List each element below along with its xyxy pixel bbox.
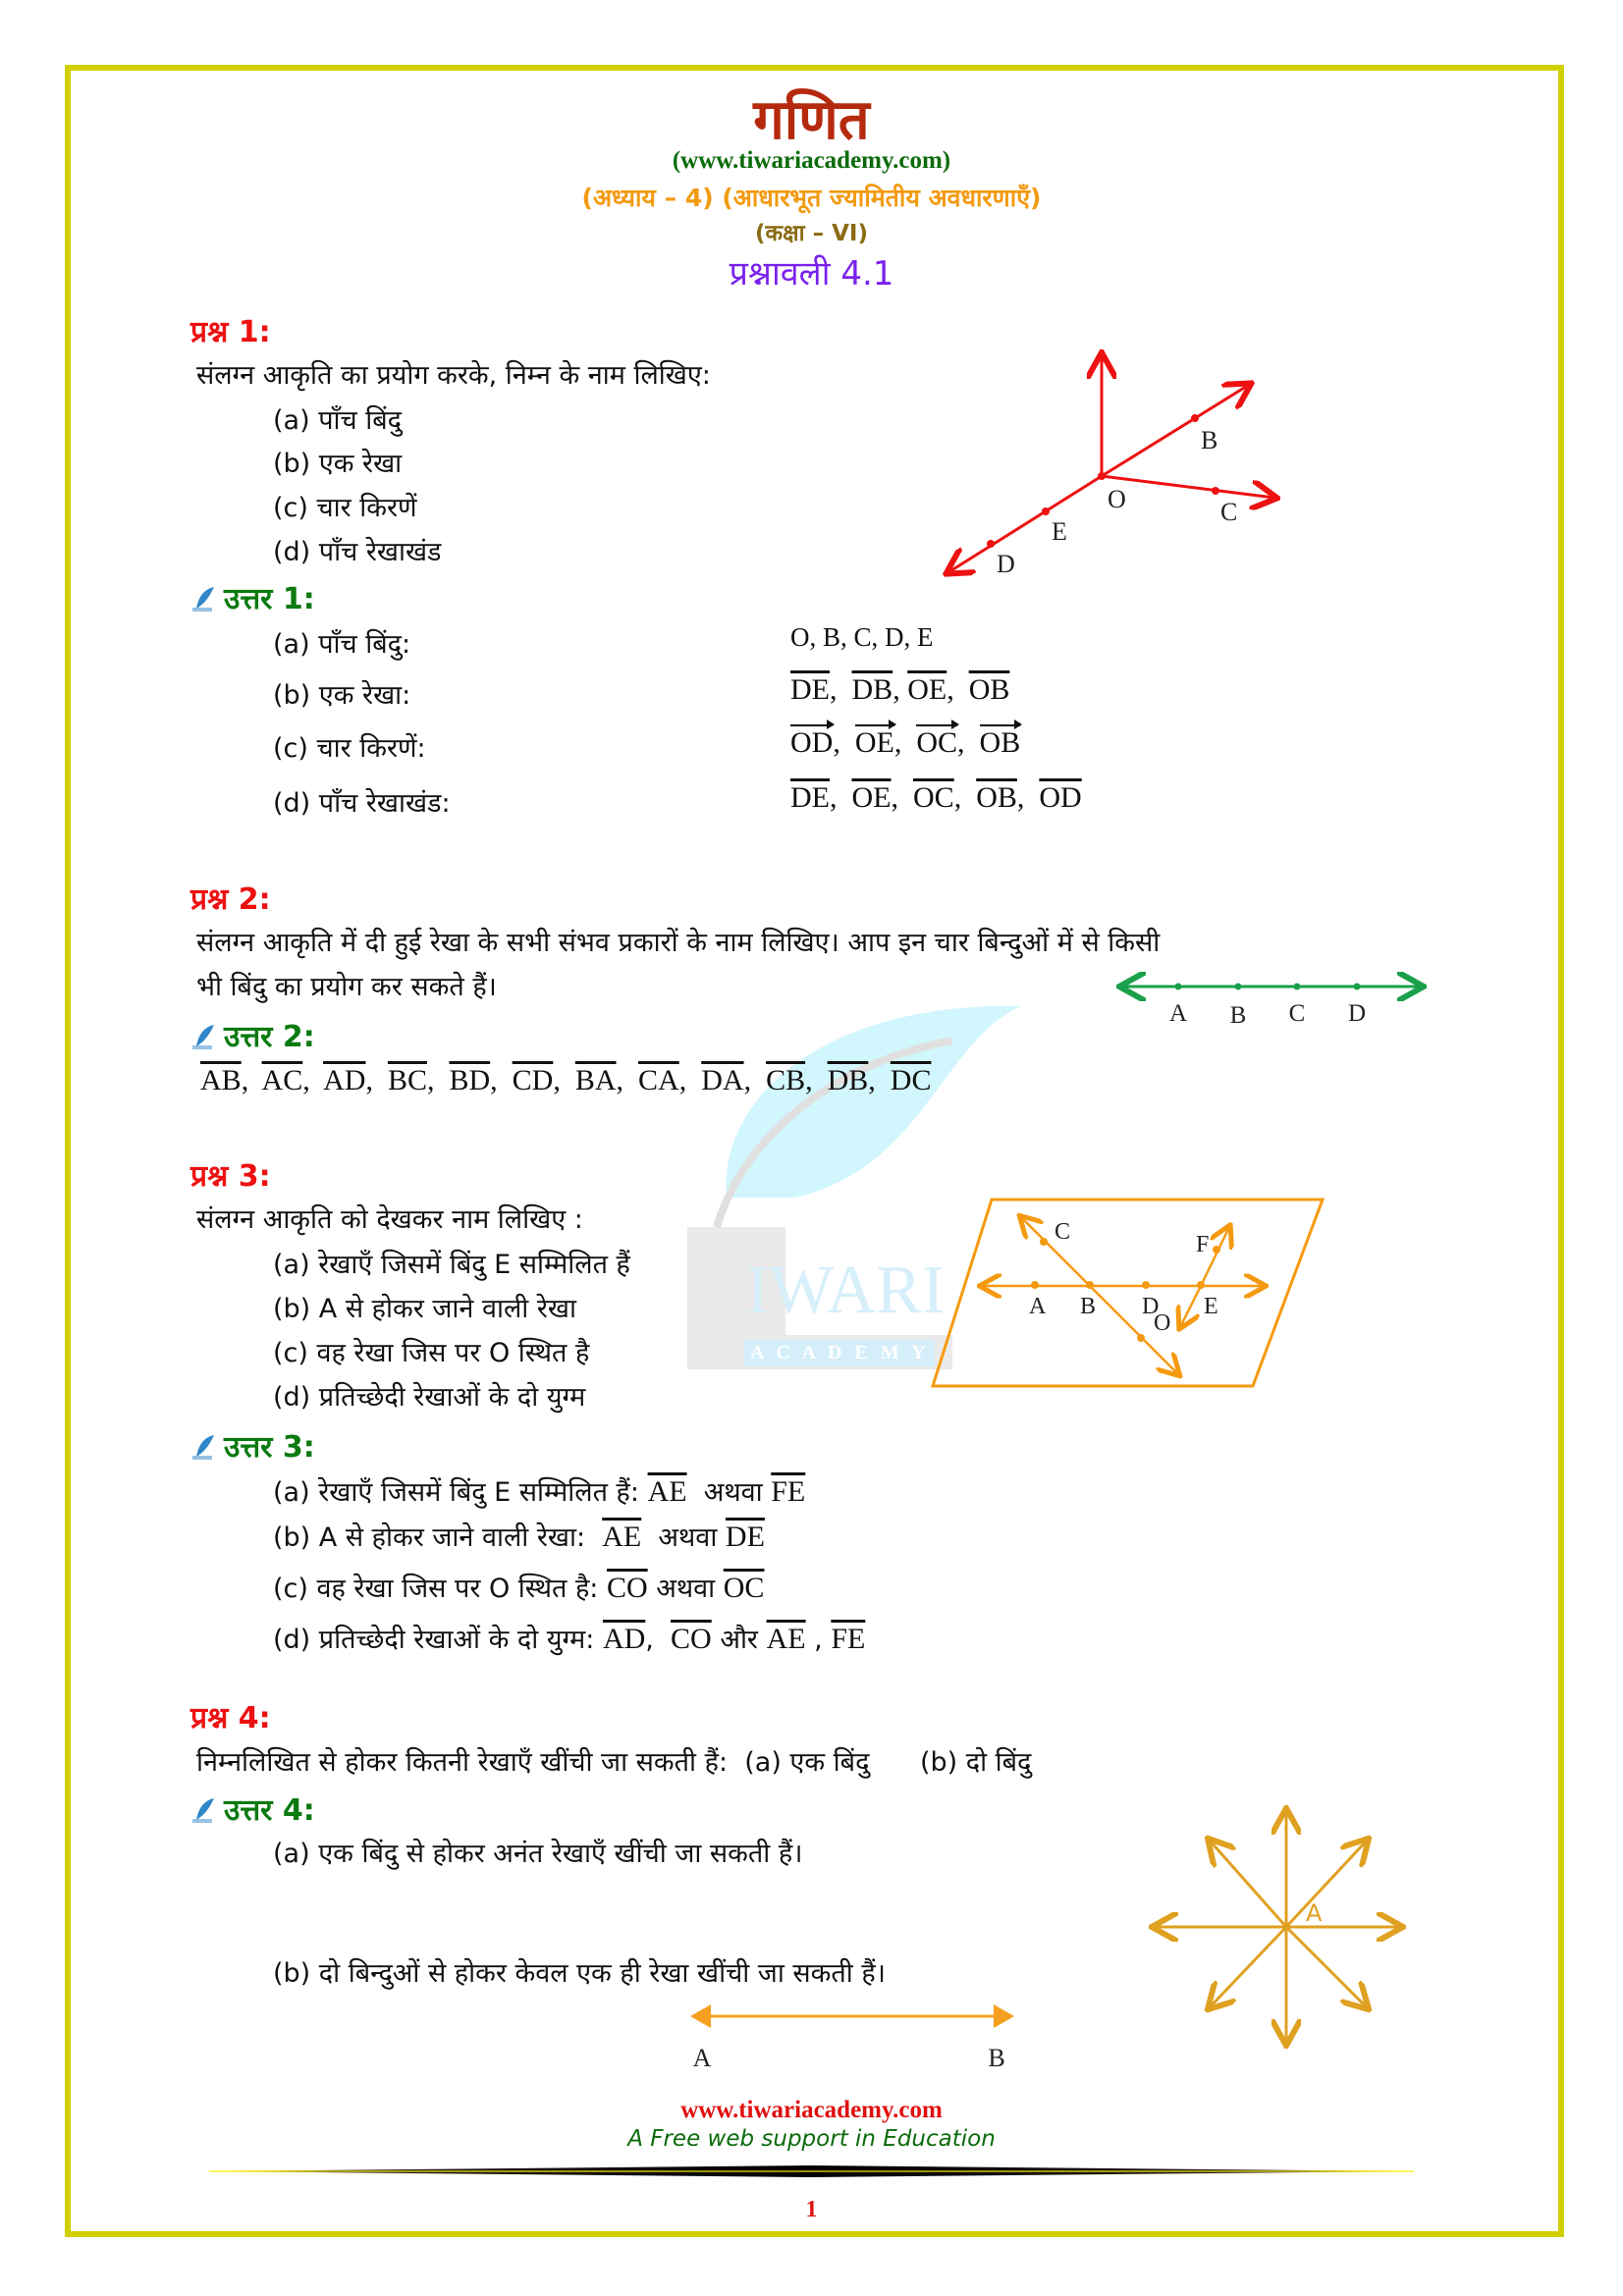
question-1-item-d: (d) पाँच रेखाखंड <box>273 537 442 567</box>
question-2-text-line1: संलग्न आकृति में दी हुई रेखा के सभी संभव प्रकारों के नाम लिखिए। आप इन चार बिन्दुओं में से किसी <box>196 928 1161 958</box>
svg-text:E: E <box>1204 1294 1218 1319</box>
svg-text:B: B <box>1201 426 1218 454</box>
question-3-heading: प्रश्न 3: <box>190 1159 271 1194</box>
svg-text:C: C <box>1220 498 1238 526</box>
page-number: 1 <box>805 2197 818 2222</box>
answer-1-value-a: O, B, C, D, E <box>790 622 934 652</box>
footer-website[interactable]: www.tiwariacademy.com <box>680 2097 943 2123</box>
watermark-text: IWARI <box>746 1253 946 1328</box>
svg-text:A: A <box>1306 1899 1323 1927</box>
class-label: (कक्षा – VI) <box>754 221 868 246</box>
watermark-subtext: A C A D E M Y <box>744 1340 935 1366</box>
svg-text:C: C <box>1288 1000 1306 1027</box>
svg-text:B: B <box>988 2044 1005 2072</box>
footer-divider <box>209 2163 1414 2179</box>
svg-text:D: D <box>997 550 1015 578</box>
answer-3-row-c: (c) वह रेखा जिस पर O स्थित है: $\overline{CO}$ अथवा $\overline{OC}$ <box>273 1572 765 1604</box>
feather-pen-icon <box>192 585 216 613</box>
question-4-text: निम्नलिखित से होकर कितनी रेखाएँ खींची जा सकती हैं: (a) एक बिंदु (b) दो बिंदु <box>196 1747 1032 1778</box>
answer-4-b: (b) दो बिन्दुओं से होकर केवल एक ही रेखा खींची जा सकती हैं। <box>273 1958 886 1989</box>
svg-text:A: A <box>1168 1000 1188 1027</box>
answer-2-heading: उत्तर 2: <box>192 1015 315 1055</box>
question-3-item-a: (a) रेखाएँ जिसमें बिंदु E सम्मिलित हैं <box>273 1250 630 1280</box>
answer-1-label-b: (b) एक रेखा: <box>273 680 411 711</box>
svg-text:A: A <box>692 2044 712 2072</box>
svg-text:D: D <box>1142 1294 1160 1319</box>
question-1-item-c: (c) चार किरणें <box>273 493 417 523</box>
svg-text:A: A <box>1029 1294 1047 1319</box>
question-1-item-a: (a) पाँच बिंदु <box>273 405 402 436</box>
chapter-title: (अध्याय – 4) (आधारभूत ज्यामितीय अवधारणाएँ) <box>581 184 1042 212</box>
figure-a4-star-lines <box>1149 1811 1394 2056</box>
figure-q2-line <box>1114 972 1429 1031</box>
question-1-text: संलग्न आकृति का प्रयोग करके, निम्न के नाम लिखिए: <box>196 360 711 391</box>
figure-q1-rays <box>923 334 1316 589</box>
answer-1-value-c: OD, OE, OC, OB <box>790 726 1021 759</box>
svg-text:B: B <box>1080 1294 1097 1319</box>
answer-1-label-c: (c) चार किरणें: <box>273 733 426 764</box>
figure-q3-plane <box>933 1188 1345 1404</box>
svg-text:B: B <box>1229 1002 1247 1029</box>
question-3-item-b: (b) A से होकर जाने वाली रेखा <box>273 1294 576 1324</box>
answer-3-heading: उत्तर 3: <box>192 1425 315 1466</box>
feather-pen-icon <box>192 1433 216 1461</box>
svg-text:F: F <box>1196 1232 1210 1257</box>
footer-tagline: A Free web support in Education <box>627 2126 996 2152</box>
answer-1-heading: उत्तर 1: <box>192 577 315 617</box>
answer-4-heading: उत्तर 4: <box>192 1789 315 1829</box>
feather-pen-icon <box>192 1796 216 1824</box>
question-4-heading: प्रश्न 4: <box>190 1701 271 1735</box>
exercise-title: प्रश्नावली 4.1 <box>729 254 894 294</box>
answer-4-a: (a) एक बिंदु से होकर अनंत रेखाएँ खींची जा सकती हैं। <box>273 1839 803 1869</box>
page-title: गणित <box>753 88 870 152</box>
figure-a4-line-ab <box>687 2002 1021 2071</box>
answer-1-value-b: $\overline{DE}$, $\overline{DB}$, $\overline{OE}$, $\overline{OB}$ <box>790 673 1010 706</box>
svg-text:O: O <box>1154 1310 1171 1336</box>
question-1-item-b: (b) एक रेखा <box>273 449 403 479</box>
svg-text:E: E <box>1052 517 1067 546</box>
svg-text:D: D <box>1347 1000 1367 1027</box>
header-website: (www.tiwariacademy.com) <box>672 147 951 174</box>
answer-3-row-d: (d) प्रतिच्छेदी रेखाओं के दो युग्म: $\overline{AD}$, $\overline{CO}$ और $\overline{AE}$ , $\overline{FE}$ <box>273 1623 866 1655</box>
answer-2-segments: $\overline{AB}$, $\overline{AC}$, $\overline{AD}$, $\overline{BC}$, $\overline{BD}$, $\overline{CD}$, $\overline{BA}$, $\overline{CA}$, $\overline{DA}$, $\overline{CB}$, $\overline{DB}$, $\overline{DC}$ <box>200 1064 932 1096</box>
question-2-text-line2: भी बिंदु का प्रयोग कर सकते हैं। <box>196 972 497 1002</box>
question-3-item-d: (d) प्रतिच्छेदी रेखाओं के दो युग्म <box>273 1382 586 1413</box>
question-3-item-c: (c) वह रेखा जिस पर O स्थित है <box>273 1338 590 1368</box>
svg-text:C: C <box>1055 1219 1071 1245</box>
answer-3-row-a: (a) रेखाएँ जिसमें बिंदु E सम्मिलित हैं: $\overline{AE}$ अथवा $\overline{FE}$ <box>273 1475 806 1508</box>
question-1-heading: प्रश्न 1: <box>190 315 271 349</box>
answer-3-row-b: (b) A से होकर जाने वाली रेखा: $\overline{AE}$ अथवा $\overline{DE}$ <box>273 1521 765 1553</box>
answer-1-value-d: $\overline{DE}$, $\overline{OE}$, $\overline{OC}$, $\overline{OB}$, $\overline{OD}$ <box>790 781 1082 814</box>
answer-1-label-d: (d) पाँच रेखाखंड: <box>273 788 451 819</box>
question-2-heading: प्रश्न 2: <box>190 882 271 917</box>
question-3-text: संलग्न आकृति को देखकर नाम लिखिए : <box>196 1204 583 1235</box>
feather-pen-icon <box>192 1023 216 1050</box>
answer-1-label-a: (a) पाँच बिंदु: <box>273 629 411 660</box>
svg-text:O: O <box>1108 485 1126 513</box>
